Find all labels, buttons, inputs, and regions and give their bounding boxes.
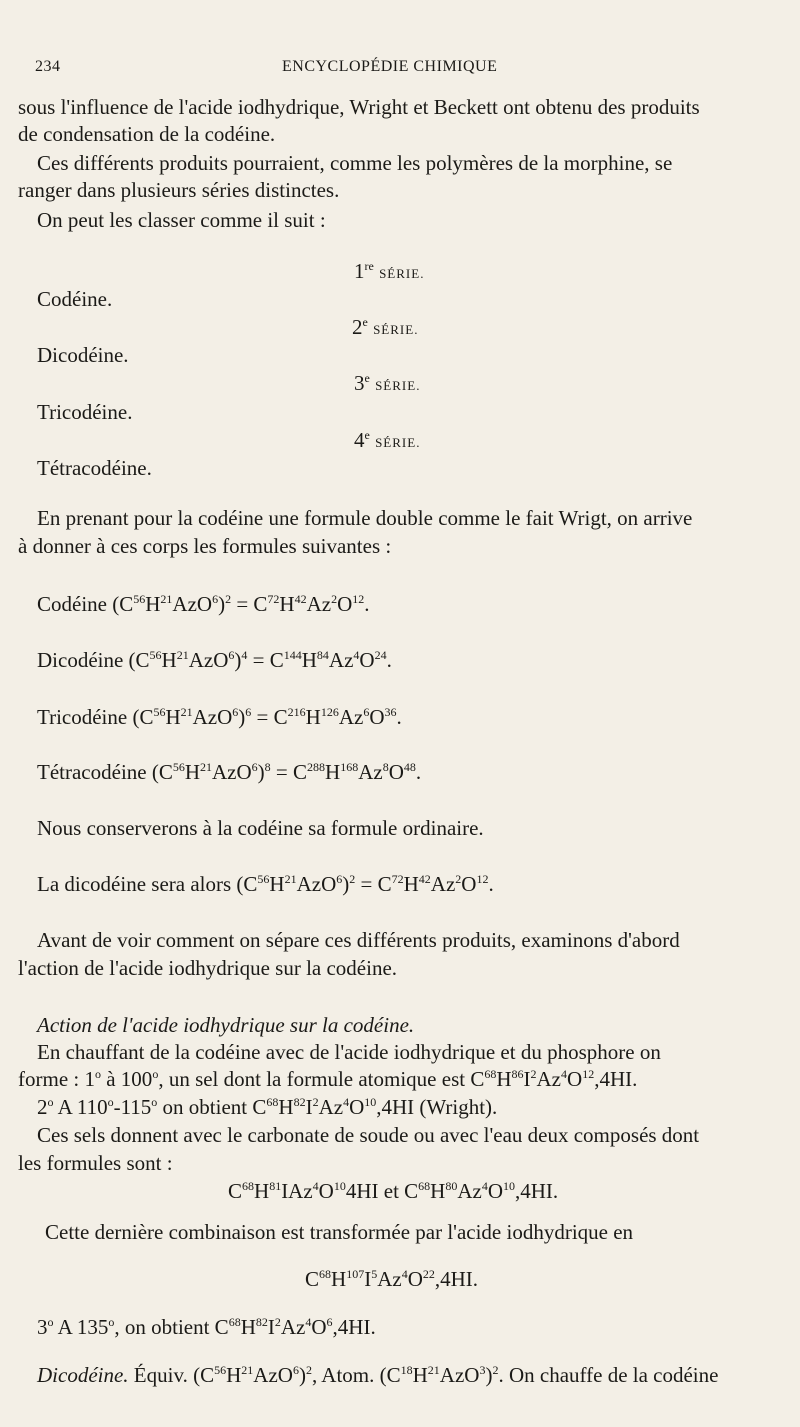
text-line: Avant de voir comment on sépare ces différents produits, examinons d'abord xyxy=(37,928,680,952)
series-heading: 2e SÉRIE. xyxy=(352,315,419,339)
series-entry: Dicodéine. xyxy=(37,343,129,367)
text-line: Ces sels donnent avec le carbonate de soude ou avec l'eau deux composés dont xyxy=(37,1123,700,1147)
formula-line: forme : 1$^o$ à 100$^o$, un sel dont la formule atomique est $C^{68}H^{86}I^2Az^4O^{12},4HI$. xyxy=(18,1067,638,1091)
text-line: Nous conserverons à la codéine sa formule ordinaire. xyxy=(37,816,484,840)
formula-line: La dicodéine sera alors $(C^{56}H^{21}AzO^6)^2 = C^{72}H^{42}Az^2O^{12}$. xyxy=(37,872,494,896)
formula-line: $C^{68}H^{81}IAz^4O^{10}4HI$ et $C^{68}H^{80}Az^4O^{10},4HI$. xyxy=(228,1179,559,1203)
series-entry: Codéine. xyxy=(37,287,113,311)
formula-line: Dicodéine $(C^{56}H^{21}AzO^6)^4 = C^{144}H^{84}Az^4O^{24}$. xyxy=(37,648,392,672)
text-line: de condensation de la codéine. xyxy=(18,122,276,146)
text-line: les formules sont : xyxy=(18,1151,173,1175)
formula-line: Codéine $(C^{56}H^{21}AzO^6)^2 = C^{72}H^{42}Az^2O^{12}$. xyxy=(37,592,370,616)
text-line: En chauffant de la codéine avec de l'acide iodhydrique et du phosphore on xyxy=(37,1040,661,1064)
section-heading: Action de l'acide iodhydrique sur la codéine. xyxy=(37,1013,415,1037)
text-line: Ces différents produits pourraient, comme les polymères de la morphine, se xyxy=(37,151,673,175)
series-heading: 1re SÉRIE. xyxy=(354,259,425,283)
series-entry: Tétracodéine. xyxy=(37,456,152,480)
text-line: à donner à ces corps les formules suivantes : xyxy=(18,534,392,558)
formula-line: Tricodéine $(C^{56}H^{21}AzO^6)^6 = C^{216}H^{126}Az^6O^{36}$. xyxy=(37,705,402,729)
text-line: On peut les classer comme il suit : xyxy=(37,208,326,232)
formula-line: 3$^o$ A 135$^o$, on obtient $C^{68}H^{82}I^2Az^4O^6,4HI$. xyxy=(37,1315,376,1339)
series-heading: 4e SÉRIE. xyxy=(354,428,421,452)
text-line: Cette dernière combinaison est transformée par l'acide iodhydrique en xyxy=(45,1220,634,1244)
formula-line: Tétracodéine $(C^{56}H^{21}AzO^6)^8 = C^{288}H^{168}Az^8O^{48}$. xyxy=(37,760,422,784)
text-line: ranger dans plusieurs séries distinctes. xyxy=(18,178,340,202)
formula-line: Dicodéine. Équiv. $(C^{56}H^{21}AzO^6)^2$, Atom. $(C^{18}H^{21}AzO^3)^2$. On chauffe de la codéine xyxy=(37,1363,719,1387)
text-line: l'action de l'acide iodhydrique sur la codéine. xyxy=(18,956,398,980)
formula-line: $C^{68}H^{107}I^5Az^4O^{22},4HI$. xyxy=(305,1267,479,1291)
series-heading: 3e SÉRIE. xyxy=(354,371,421,395)
running-title: ENCYCLOPÉDIE CHIMIQUE xyxy=(282,58,498,75)
text-line: En prenant pour la codéine une formule double comme le fait Wrigt, on arrive xyxy=(37,506,693,530)
series-entry: Tricodéine. xyxy=(37,400,133,424)
formula-line: 2$^o$ A 110$^o$-115$^o$ on obtient $C^{68}H^{82}I^2Az^4O^{10},4HI$ (Wright). xyxy=(37,1095,498,1119)
page-number: 234 xyxy=(35,58,61,75)
text-line: sous l'influence de l'acide iodhydrique, Wright et Beckett ont obtenu des produits xyxy=(18,95,700,119)
